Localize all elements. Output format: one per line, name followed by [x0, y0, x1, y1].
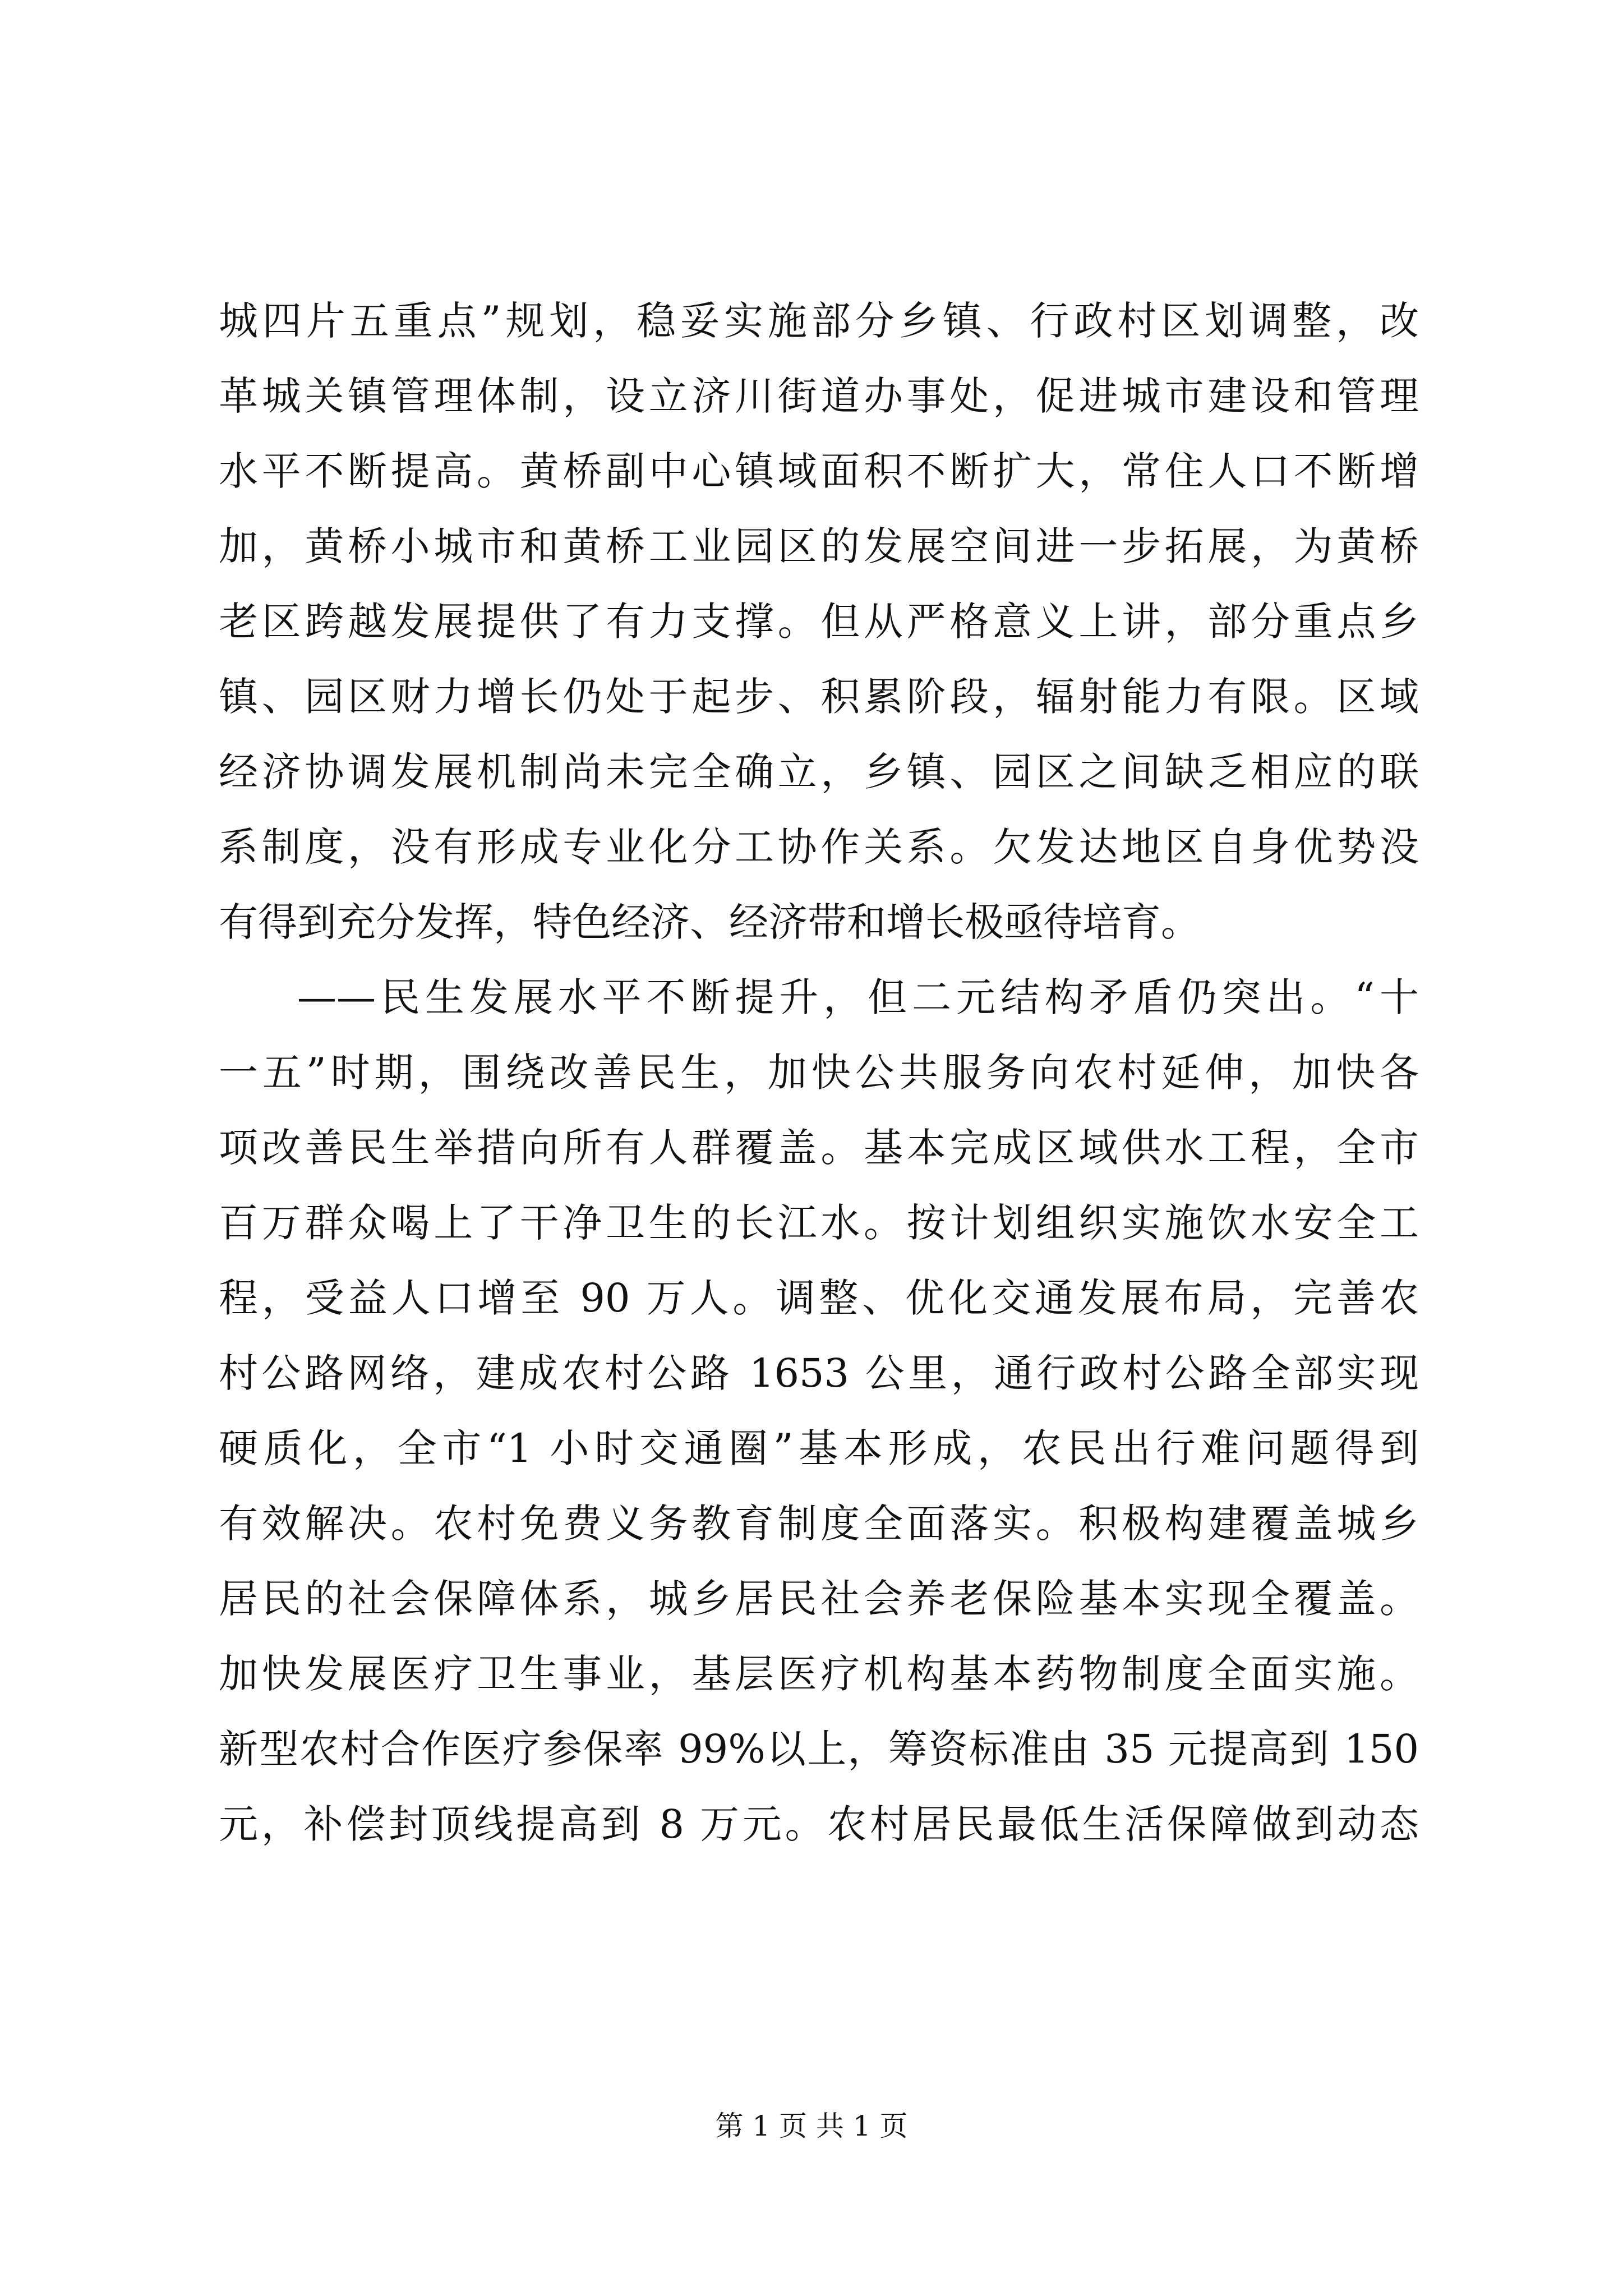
text-line: 革城关镇管理体制，设立济川街道办事处，促进城市建设和管理	[219, 373, 1419, 419]
page-number-label: 第 1 页 共 1 页	[715, 2110, 908, 2142]
text-line: 新型农村合作医疗参保率 99%以上，筹资标准由 35 元提高到 150	[219, 1726, 1419, 1772]
text-line: 百万群众喝上了干净卫生的长江水。按计划组织实施饮水安全工	[219, 1200, 1419, 1246]
text-line: 居民的社会保障体系，城乡居民社会养老保险基本实现全覆盖。	[219, 1576, 1419, 1622]
text-line: 有效解决。农村免费义务教育制度全面落实。积极构建覆盖城乡	[219, 1501, 1419, 1547]
text-line: 加，黄桥小城市和黄桥工业园区的发展空间进一步拓展，为黄桥	[219, 523, 1419, 569]
text-line: 系制度，没有形成专业化分工协作关系。欠发达地区自身优势没	[219, 824, 1419, 870]
text-line: 有得到充分发挥，特色经济、经济带和增长极亟待培育。	[219, 899, 1200, 945]
text-line: 项改善民生举措向所有人群覆盖。基本完成区域供水工程，全市	[219, 1125, 1419, 1171]
text-line: 村公路网络，建成农村公路 1653 公里，通行政村公路全部实现	[219, 1350, 1419, 1396]
paragraph-heading-line: ——民生发展水平不断提升，但二元结构矛盾仍突出。“十	[297, 974, 1419, 1020]
text-line: 经济协调发展机制尚未完全确立，乡镇、园区之间缺乏相应的联	[219, 749, 1419, 795]
text-line: 城四片五重点”规划，稳妥实施部分乡镇、行政村区划调整，改	[219, 298, 1419, 344]
text-line: 加快发展医疗卫生事业，基层医疗机构基本药物制度全面实施。	[219, 1651, 1419, 1697]
text-line: 镇、园区财力增长仍处于起步、积累阶段，辐射能力有限。区域	[219, 674, 1419, 720]
text-line: 老区跨越发展提供了有力支撑。但从严格意义上讲，部分重点乡	[219, 599, 1419, 645]
text-line: 硬质化，全市“1 小时交通圈”基本形成，农民出行难问题得到	[219, 1425, 1419, 1471]
body-text	[219, 283, 1419, 1862]
page-footer	[0, 2106, 1623, 2146]
text-line: 程，受益人口增至 90 万人。调整、优化交通发展布局，完善农	[219, 1275, 1419, 1321]
text-line: 元，补偿封顶线提高到 8 万元。农村居民最低生活保障做到动态	[219, 1801, 1419, 1847]
text-line: 水平不断提高。黄桥副中心镇域面积不断扩大，常住人口不断增	[219, 448, 1419, 494]
text-line: 一五”时期，围绕改善民生，加快公共服务向农村延伸，加快各	[219, 1050, 1419, 1096]
